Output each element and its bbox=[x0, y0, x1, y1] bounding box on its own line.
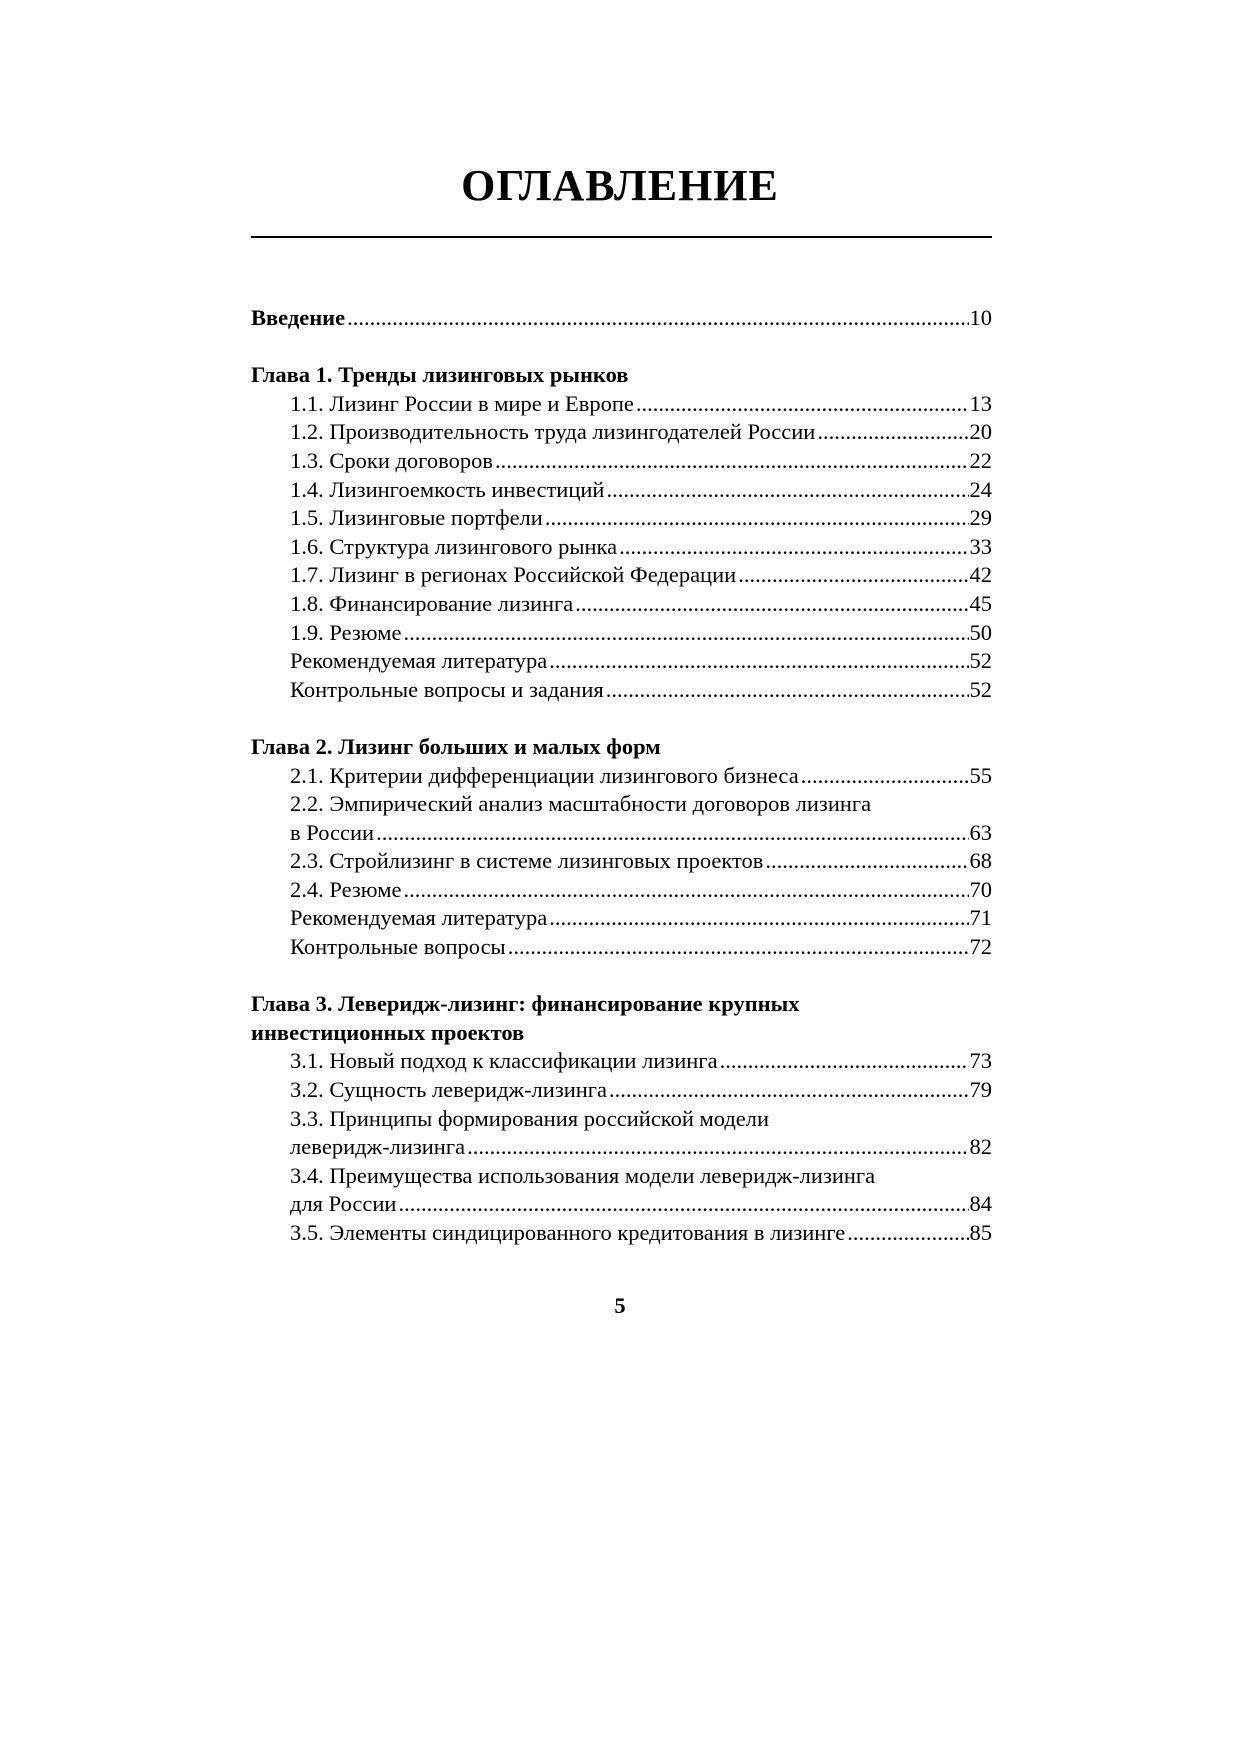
leader-dots bbox=[606, 476, 968, 505]
toc-entry[interactable] bbox=[251, 1047, 992, 1076]
toc-entry[interactable] bbox=[251, 476, 992, 505]
toc-entry[interactable] bbox=[251, 904, 992, 933]
toc-entry-page: 84 bbox=[969, 1191, 992, 1217]
toc-entry-label: Контрольные вопросы bbox=[290, 934, 506, 960]
title-divider bbox=[251, 236, 992, 238]
leader-dots bbox=[609, 1076, 968, 1105]
toc-entry-page: 13 bbox=[969, 390, 992, 416]
table-of-contents bbox=[251, 304, 992, 1248]
toc-entry[interactable] bbox=[251, 819, 992, 848]
toc-entry-label: 1.9. Резюме bbox=[290, 619, 402, 645]
leader-dots bbox=[720, 1047, 969, 1076]
toc-entry[interactable] bbox=[251, 504, 992, 533]
leader-dots bbox=[545, 504, 969, 533]
toc-entry[interactable] bbox=[251, 676, 992, 705]
leader-dots bbox=[398, 1190, 968, 1219]
toc-entry-label: 2.4. Резюме bbox=[290, 876, 402, 902]
leader-dots bbox=[817, 418, 968, 447]
chapter-heading-1[interactable]: Глава 1. Тренды лизинговых рынков bbox=[251, 362, 629, 388]
toc-entry-page: 72 bbox=[969, 934, 992, 960]
page-number: 5 bbox=[614, 1293, 626, 1318]
leader-dots bbox=[467, 1133, 968, 1162]
leader-dots bbox=[765, 847, 968, 876]
toc-entry[interactable] bbox=[251, 619, 992, 648]
toc-entry-page: 52 bbox=[969, 676, 992, 702]
toc-entry-label-line2: для России bbox=[290, 1191, 397, 1217]
toc-entry[interactable] bbox=[251, 847, 992, 876]
leader-dots bbox=[549, 904, 968, 933]
leader-dots bbox=[801, 762, 969, 791]
toc-entry[interactable] bbox=[251, 1190, 992, 1219]
toc-entry-label: 1.2. Производительность труда лизингодателей России bbox=[290, 419, 816, 445]
toc-entry-label: 3.5. Элементы синдицированного кредитования в лизинге bbox=[290, 1220, 846, 1245]
leader-dots bbox=[403, 619, 968, 648]
leader-dots bbox=[606, 676, 969, 705]
toc-entry-page: 22 bbox=[969, 447, 992, 473]
chapter-heading-3-line2[interactable]: инвестиционных проектов bbox=[251, 1019, 525, 1045]
toc-entry-label: 1.6. Структура лизингового рынка bbox=[290, 533, 618, 559]
toc-entry-label-line2: в России bbox=[290, 819, 375, 845]
toc-entry-page: 20 bbox=[969, 419, 992, 445]
toc-entry-page: 24 bbox=[969, 476, 992, 502]
toc-entry-label-line2: левeридж-лизинга bbox=[290, 1134, 466, 1160]
toc-entry-label: 2.1. Критерии дифференциации лизингового бизнеса bbox=[290, 762, 799, 788]
toc-entry[interactable] bbox=[251, 647, 992, 676]
toc-entry[interactable] bbox=[251, 590, 992, 619]
toc-entry-label: 1.1. Лизинг России в мире и Европе bbox=[290, 390, 634, 416]
toc-entry[interactable] bbox=[251, 390, 992, 419]
leader-dots bbox=[575, 590, 968, 619]
leader-dots bbox=[619, 533, 968, 562]
page-title: ОГЛАВЛЕНИЕ bbox=[461, 161, 779, 210]
leader-dots bbox=[495, 447, 969, 476]
toc-entry-label-line1[interactable]: 3.3. Принципы формирования российской модели bbox=[290, 1105, 770, 1131]
toc-entry-page: 10 bbox=[969, 305, 992, 330]
toc-entry-page: 52 bbox=[969, 648, 992, 674]
toc-entry-page: 45 bbox=[969, 590, 992, 616]
toc-entry-intro[interactable] bbox=[251, 304, 992, 333]
toc-entry[interactable] bbox=[251, 1076, 992, 1105]
toc-entry[interactable] bbox=[251, 447, 992, 476]
toc-entry[interactable] bbox=[251, 933, 992, 962]
toc-entry-label: 1.8. Финансирование лизинга bbox=[290, 590, 574, 616]
toc-entry-page: 79 bbox=[969, 1077, 992, 1103]
toc-entry-page: 63 bbox=[969, 819, 992, 845]
leader-dots bbox=[347, 304, 968, 333]
toc-entry[interactable] bbox=[251, 418, 992, 447]
toc-entry-label: 1.3. Сроки договоров bbox=[290, 447, 493, 473]
chapter-heading-3-line1[interactable]: Глава 3. Левeридж-лизинг: финансирование крупных bbox=[251, 991, 800, 1017]
toc-entry[interactable] bbox=[251, 533, 992, 562]
toc-entry-label: 1.5. Лизинговые портфели bbox=[290, 505, 543, 531]
toc-entry-label-line1[interactable]: 3.4. Преимущества использования модели левeридж-лизинга bbox=[290, 1162, 876, 1188]
leader-dots bbox=[508, 933, 969, 962]
toc-entry-label: 1.7. Лизинг в регионах Российской Федерации bbox=[290, 562, 737, 588]
toc-entry-label: 1.4. Лизингоемкость инвестиций bbox=[290, 476, 605, 502]
toc-entry[interactable] bbox=[251, 876, 992, 905]
toc-entry-label: Рекомендуемая литература bbox=[290, 648, 548, 674]
toc-entry-label: 2.3. Стройлизинг в системе лизинговых проектов bbox=[290, 848, 764, 874]
toc-entry[interactable] bbox=[251, 561, 992, 590]
leader-dots bbox=[403, 876, 968, 905]
leader-dots bbox=[376, 819, 968, 848]
toc-entry-page: 55 bbox=[969, 762, 992, 788]
toc-entry[interactable] bbox=[251, 1219, 992, 1248]
toc-entry-label: Рекомендуемая литература bbox=[290, 905, 548, 931]
toc-entry-label: Введение bbox=[251, 305, 346, 330]
toc-entry-page: 42 bbox=[969, 562, 992, 588]
toc-entry-label: 3.1. Новый подход к классификации лизинга bbox=[290, 1048, 718, 1074]
toc-entry-page: 82 bbox=[969, 1134, 992, 1160]
leader-dots bbox=[549, 647, 968, 676]
toc-entry-label: 3.2. Сущность левeридж-лизинга bbox=[290, 1077, 608, 1103]
toc-entry[interactable] bbox=[251, 762, 992, 791]
toc-entry-page: 73 bbox=[969, 1048, 992, 1074]
toc-entry-page: 33 bbox=[969, 533, 992, 559]
toc-entry[interactable] bbox=[251, 1133, 992, 1162]
toc-entry-label: Контрольные вопросы и задания bbox=[290, 676, 604, 702]
toc-entry-label-line1[interactable]: 2.2. Эмпирический анализ масштабности договоров лизинга bbox=[290, 791, 872, 817]
leader-dots bbox=[847, 1219, 968, 1248]
toc-entry-page: 68 bbox=[969, 848, 992, 874]
chapter-heading-2[interactable]: Глава 2. Лизинг больших и малых форм bbox=[251, 733, 661, 759]
toc-entry-page: 71 bbox=[969, 905, 992, 931]
toc-entry-page: 29 bbox=[969, 505, 992, 531]
toc-entry-page: 50 bbox=[969, 619, 992, 645]
leader-dots bbox=[738, 561, 968, 590]
toc-entry-page: 70 bbox=[969, 876, 992, 902]
toc-entry-page: 85 bbox=[969, 1220, 992, 1245]
leader-dots bbox=[636, 390, 969, 419]
